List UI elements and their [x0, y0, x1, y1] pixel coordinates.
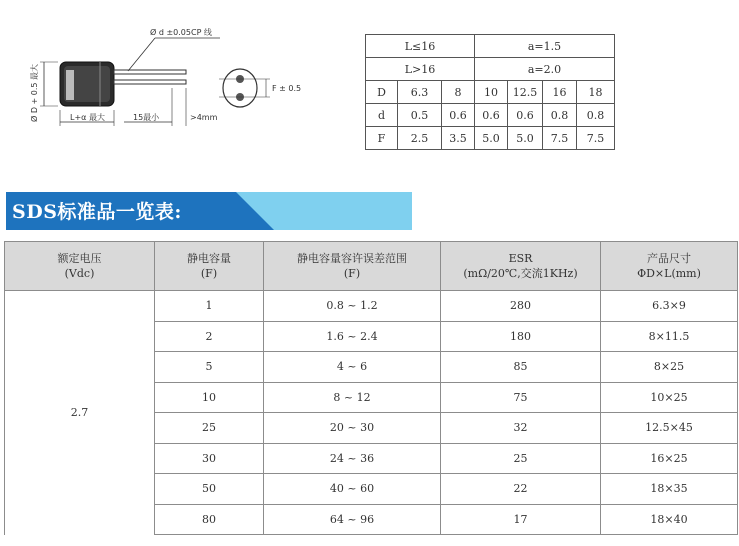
- table-cell: 0.5: [398, 104, 442, 127]
- capacitance-cell: 50: [155, 474, 264, 505]
- section-title: SDS标准品一览表:: [12, 201, 182, 223]
- table-cell: 0.6: [475, 104, 508, 127]
- length-condition-long: L>16: [366, 58, 475, 81]
- tolerance-cell: 4 ~ 6: [264, 352, 441, 383]
- size-cell: 8×11.5: [601, 321, 738, 352]
- table-cell: 16: [543, 81, 577, 104]
- header-rated-voltage: [5, 242, 155, 291]
- a-value-short: a=1.5: [475, 35, 615, 58]
- body-diameter-label: Ø D + 0.5 最大: [30, 63, 39, 122]
- lead-min-length-label: 15最小: [133, 113, 160, 122]
- tolerance-cell: 20 ~ 30: [264, 413, 441, 444]
- lead-dimension-table: [365, 34, 615, 150]
- header-capacitance-tolerance: [264, 242, 441, 291]
- capacitance-cell: 5: [155, 352, 264, 383]
- size-cell: 18×40: [601, 504, 738, 535]
- row-label-d: d: [366, 104, 398, 127]
- table-cell: 18: [577, 81, 615, 104]
- size-cell: 6.3×9: [601, 291, 738, 322]
- size-cell: 16×25: [601, 443, 738, 474]
- header-line: 静电容量: [187, 252, 231, 265]
- capacitor-body: [60, 62, 114, 106]
- body-length-label: L+α 最大: [70, 113, 105, 122]
- capacitance-cell: 30: [155, 443, 264, 474]
- esr-cell: 32: [441, 413, 601, 444]
- capacitance-cell: 80: [155, 504, 264, 535]
- row-label-F: F: [366, 127, 398, 150]
- table-cell: 0.8: [543, 104, 577, 127]
- header-line: 产品尺寸: [647, 252, 691, 265]
- table-cell: 0.6: [508, 104, 543, 127]
- esr-cell: 17: [441, 504, 601, 535]
- table-cell: 0.6: [442, 104, 475, 127]
- tolerance-cell: 24 ~ 36: [264, 443, 441, 474]
- header-line: ESR: [508, 252, 533, 265]
- header-line: ΦD×L(mm): [637, 267, 701, 280]
- table-header-row: [5, 242, 738, 291]
- table-row: [366, 81, 615, 104]
- header-esr: [441, 242, 601, 291]
- capacitance-cell: 25: [155, 413, 264, 444]
- table-cell: 5.0: [508, 127, 543, 150]
- esr-cell: 25: [441, 443, 601, 474]
- dimension-drawing: [0, 0, 360, 140]
- table-row: [366, 104, 615, 127]
- table-cell: 8: [442, 81, 475, 104]
- rated-voltage-cell: 2.7: [5, 291, 155, 535]
- tolerance-cell: 64 ~ 96: [264, 504, 441, 535]
- header-line: (mΩ/20℃,交流1KHz): [463, 267, 578, 280]
- table-cell: 0.8: [577, 104, 615, 127]
- sds-product-table: [4, 241, 738, 535]
- tolerance-cell: 0.8 ~ 1.2: [264, 291, 441, 322]
- table-cell: 7.5: [543, 127, 577, 150]
- table-row: [366, 127, 615, 150]
- size-cell: 18×35: [601, 474, 738, 505]
- capacitance-cell: 2: [155, 321, 264, 352]
- a-value-long: a=2.0: [475, 58, 615, 81]
- table-cell: 12.5: [508, 81, 543, 104]
- row-label-D: D: [366, 81, 398, 104]
- table-cell: 6.3: [398, 81, 442, 104]
- header-line: (F): [343, 267, 361, 280]
- tolerance-cell: 40 ~ 60: [264, 474, 441, 505]
- table-cell: 3.5: [442, 127, 475, 150]
- header-line: 额定电压: [57, 252, 102, 265]
- esr-cell: 22: [441, 474, 601, 505]
- table-cell: 5.0: [475, 127, 508, 150]
- esr-cell: 75: [441, 382, 601, 413]
- tolerance-cell: 8 ~ 12: [264, 382, 441, 413]
- header-line: 静电容量容许误差范围: [297, 252, 407, 265]
- header-line: (F): [200, 267, 218, 280]
- tolerance-cell: 1.6 ~ 2.4: [264, 321, 441, 352]
- table-row: [366, 35, 615, 58]
- size-cell: 12.5×45: [601, 413, 738, 444]
- header-product-size: [601, 242, 738, 291]
- capacitor-leads: [114, 70, 186, 84]
- header-capacitance: [155, 242, 264, 291]
- table-row: [5, 291, 738, 322]
- table-cell: 10: [475, 81, 508, 104]
- esr-cell: 280: [441, 291, 601, 322]
- table-cell: 2.5: [398, 127, 442, 150]
- size-cell: 10×25: [601, 382, 738, 413]
- capacitor-end-view: [219, 69, 270, 107]
- capacitance-cell: 10: [155, 382, 264, 413]
- table-row: [366, 58, 615, 81]
- lead-diameter-label: Ø d ±0.05CP 线: [150, 28, 212, 37]
- table-cell: 7.5: [577, 127, 615, 150]
- lead-pitch-label: F ± 0.5: [272, 84, 302, 93]
- lead-gap-label: >4mm: [190, 113, 218, 122]
- capacitance-cell: 1: [155, 291, 264, 322]
- size-cell: 8×25: [601, 352, 738, 383]
- esr-cell: 85: [441, 352, 601, 383]
- length-condition-short: L≤16: [366, 35, 475, 58]
- esr-cell: 180: [441, 321, 601, 352]
- header-line: (Vdc): [64, 267, 95, 280]
